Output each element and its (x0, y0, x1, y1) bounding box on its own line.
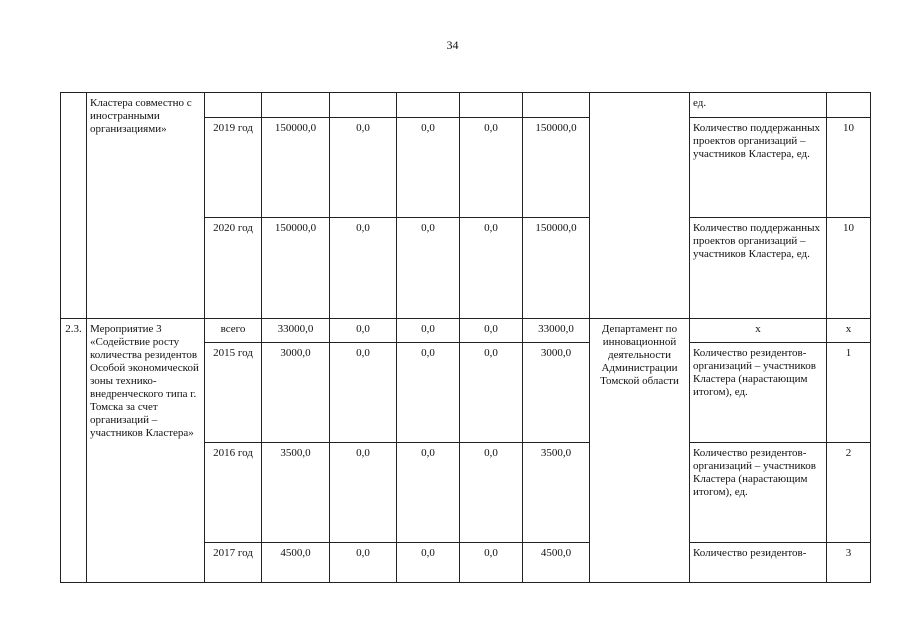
extra-budget-cell: 33000,0 (523, 319, 590, 343)
total-cell: 3000,0 (262, 343, 330, 443)
indicator-value-cell: 3 (827, 543, 871, 583)
federal-budget-cell: 0,0 (330, 218, 397, 319)
total-cell: 150000,0 (262, 118, 330, 218)
indicator-value-cell: 2 (827, 443, 871, 543)
local-budget-cell: 0,0 (460, 319, 523, 343)
extra-budget-cell: 150000,0 (523, 218, 590, 319)
table-row (61, 93, 871, 118)
regional-budget-cell: 0,0 (397, 443, 460, 543)
federal-budget-cell: 0,0 (330, 443, 397, 543)
year-cell (205, 93, 262, 118)
total-cell: 3500,0 (262, 443, 330, 543)
extra-budget-cell: 150000,0 (523, 118, 590, 218)
local-budget-cell: 0,0 (460, 118, 523, 218)
federal-budget-cell: 0,0 (330, 543, 397, 583)
extra-budget-cell: 4500,0 (523, 543, 590, 583)
federal-budget-cell (330, 93, 397, 118)
year-cell: 2019 год (205, 118, 262, 218)
extra-budget-cell (523, 93, 590, 118)
year-cell: 2020 год (205, 218, 262, 319)
page-number: 34 (446, 38, 459, 52)
indicator-cell: Количество поддержанных проектов организаций – участников Кластера, ед. (690, 118, 827, 218)
year-cell: 2016 год (205, 443, 262, 543)
total-cell: 33000,0 (262, 319, 330, 343)
year-cell: всего (205, 319, 262, 343)
regional-budget-cell: 0,0 (397, 343, 460, 443)
program-table (60, 92, 871, 583)
indicator-cell: ед. (690, 93, 827, 118)
indicator-value-cell: х (827, 319, 871, 343)
indicator-value-cell (827, 93, 871, 118)
extra-budget-cell: 3500,0 (523, 443, 590, 543)
extra-budget-cell: 3000,0 (523, 343, 590, 443)
regional-budget-cell: 0,0 (397, 543, 460, 583)
regional-budget-cell (397, 93, 460, 118)
local-budget-cell: 0,0 (460, 543, 523, 583)
number-cell (61, 93, 87, 319)
federal-budget-cell: 0,0 (330, 118, 397, 218)
indicator-cell: Количество резидентов- (690, 543, 827, 583)
department-cell (590, 93, 690, 319)
year-cell: 2017 год (205, 543, 262, 583)
local-budget-cell: 0,0 (460, 218, 523, 319)
total-cell (262, 93, 330, 118)
indicator-cell: Количество поддержанных проектов организаций – участников Кластера, ед. (690, 218, 827, 319)
indicator-cell: Количество резидентов-организаций – участников Кластера (нарастающим итогом), ед. (690, 343, 827, 443)
total-cell: 150000,0 (262, 218, 330, 319)
regional-budget-cell: 0,0 (397, 319, 460, 343)
regional-budget-cell: 0,0 (397, 118, 460, 218)
indicator-cell: Количество резидентов-организаций – участников Кластера (нарастающим итогом), ед. (690, 443, 827, 543)
regional-budget-cell: 0,0 (397, 218, 460, 319)
total-cell: 4500,0 (262, 543, 330, 583)
year-cell: 2015 год (205, 343, 262, 443)
number-cell: 2.3. (61, 319, 87, 583)
indicator-value-cell: 10 (827, 218, 871, 319)
event-name-cell: Кластера совместно с иностранными организациями» (87, 93, 205, 319)
local-budget-cell: 0,0 (460, 443, 523, 543)
federal-budget-cell: 0,0 (330, 319, 397, 343)
indicator-value-cell: 10 (827, 118, 871, 218)
table-row (61, 319, 871, 343)
event-name-cell: Мероприятие 3 «Содействие росту количества резидентов Особой экономической зоны технико-внедренческого типа г. Томска за счет организаций – участников Кластера» (87, 319, 205, 583)
department-cell: Департамент по инновационной деятельности Администрации Томской области (590, 319, 690, 583)
local-budget-cell: 0,0 (460, 343, 523, 443)
indicator-value-cell: 1 (827, 343, 871, 443)
indicator-cell: х (690, 319, 827, 343)
federal-budget-cell: 0,0 (330, 343, 397, 443)
local-budget-cell (460, 93, 523, 118)
